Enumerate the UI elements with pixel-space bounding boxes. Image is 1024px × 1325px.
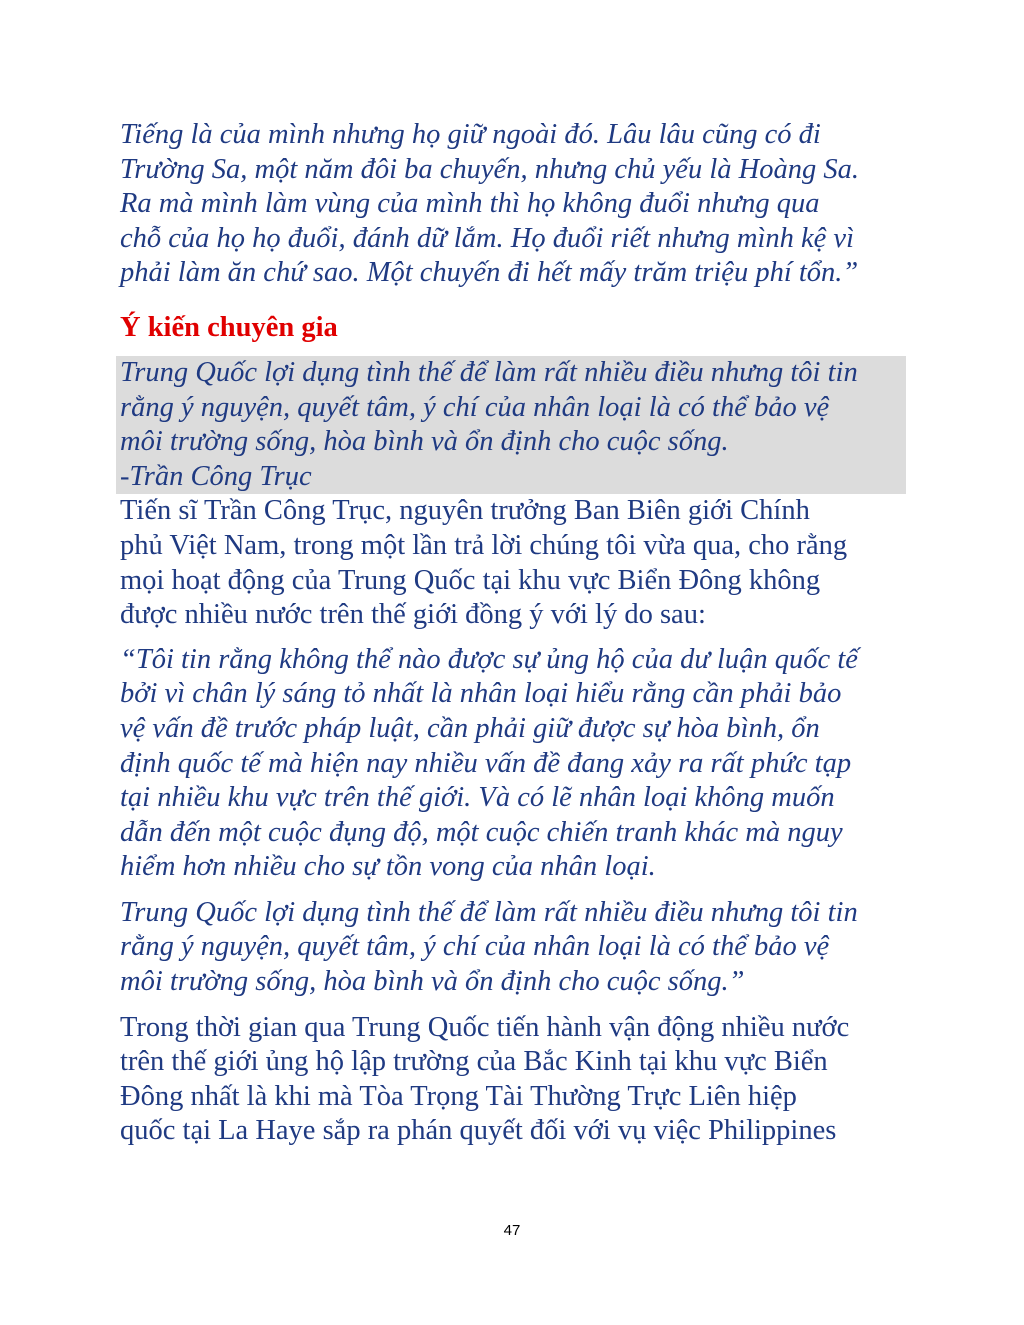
section-heading: Ý kiến chuyên gia xyxy=(120,311,338,343)
text-line: Tiếng là của mình nhưng họ giữ ngoài đó. Lâu lâu cũng có đi xyxy=(120,119,821,150)
text-line: trên thế giới ủng hộ lập trường của Bắc Kinh tại khu vực Biển xyxy=(120,1046,828,1078)
text-line: vệ vấn đề trước pháp luật, cần phải giữ được sự hòa bình, ổn xyxy=(120,712,820,744)
text-line: Ra mà mình làm vùng của mình thì họ không đuổi nhưng qua xyxy=(120,188,820,220)
paragraph-quote-fisherman xyxy=(120,118,910,291)
pullquote-attribution: -Trần Công Trục xyxy=(120,460,312,492)
pullquote-line: môi trường sống, hòa bình và ổn định cho cuộc sống. xyxy=(120,426,729,458)
text-line: mọi hoạt động của Trung Quốc tại khu vực Biển Đông không xyxy=(120,564,821,596)
text-line: định quốc tế mà hiện nay nhiều vấn đề đang xảy ra rất phức tạp xyxy=(120,747,852,779)
text-line: phủ Việt Nam, trong một lần trả lời chúng tôi vừa qua, cho rằng xyxy=(120,529,848,561)
text-line: chỗ của họ họ đuổi, đánh dữ lắm. Họ đuổi riết nhưng mình kệ vì xyxy=(120,222,855,254)
text-line: Tiến sĩ Trần Công Trục, nguyên trưởng Ban Biên giới Chính xyxy=(120,495,810,527)
pullquote-line: rằng ý nguyện, quyết tâm, ý chí của nhân loại là có thể bảo vệ xyxy=(120,391,830,423)
page-number: 47 xyxy=(503,1222,521,1239)
text-line: môi trường sống, hòa bình và ổn định cho cuộc sống.” xyxy=(120,966,745,998)
text-line: được nhiều nước trên thế giới đồng ý với lý do sau: xyxy=(120,599,706,631)
pullquote-line: Trung Quốc lợi dụng tình thế để làm rất nhiều điều nhưng tôi tin xyxy=(120,356,858,388)
text-line: bởi vì chân lý sáng tỏ nhất là nhân loại hiểu rằng cần phải bảo xyxy=(120,678,842,710)
text-line: tại nhiều khu vực trên thế giới. Và có lẽ nhân loại không muốn xyxy=(120,782,835,814)
text-line: rằng ý nguyện, quyết tâm, ý chí của nhân loại là có thể bảo vệ xyxy=(120,931,830,963)
paragraph-expert-intro xyxy=(120,494,910,632)
paragraph-china-campaign xyxy=(120,1011,910,1149)
paragraph-expert-quote-1 xyxy=(120,643,910,885)
text-line: phải làm ăn chứ sao. Một chuyến đi hết mấy trăm triệu phí tổn.” xyxy=(120,257,859,289)
text-line: hiểm hơn nhiều cho sự tồn vong của nhân loại. xyxy=(120,851,656,883)
text-line: “Tôi tin rằng không thể nào được sự ủng hộ của dư luận quốc tế xyxy=(120,643,858,675)
pullquote-box xyxy=(116,356,906,494)
text-line: Trường Sa, một năm đôi ba chuyến, nhưng chủ yếu là Hoàng Sa. xyxy=(120,153,859,185)
paragraph-expert-quote-2 xyxy=(120,896,910,1000)
text-line: Trung Quốc lợi dụng tình thế để làm rất nhiều điều nhưng tôi tin xyxy=(120,896,858,928)
text-line: dẫn đến một cuộc đụng độ, một cuộc chiến tranh khác mà nguy xyxy=(120,816,843,848)
text-line: Đông nhất là khi mà Tòa Trọng Tài Thường Trực Liên hiệp xyxy=(120,1080,797,1112)
document-page xyxy=(120,118,910,1149)
text-line: quốc tại La Haye sắp ra phán quyết đối với vụ việc Philippines xyxy=(120,1115,837,1147)
text-line: Trong thời gian qua Trung Quốc tiến hành vận động nhiều nước xyxy=(120,1011,850,1043)
